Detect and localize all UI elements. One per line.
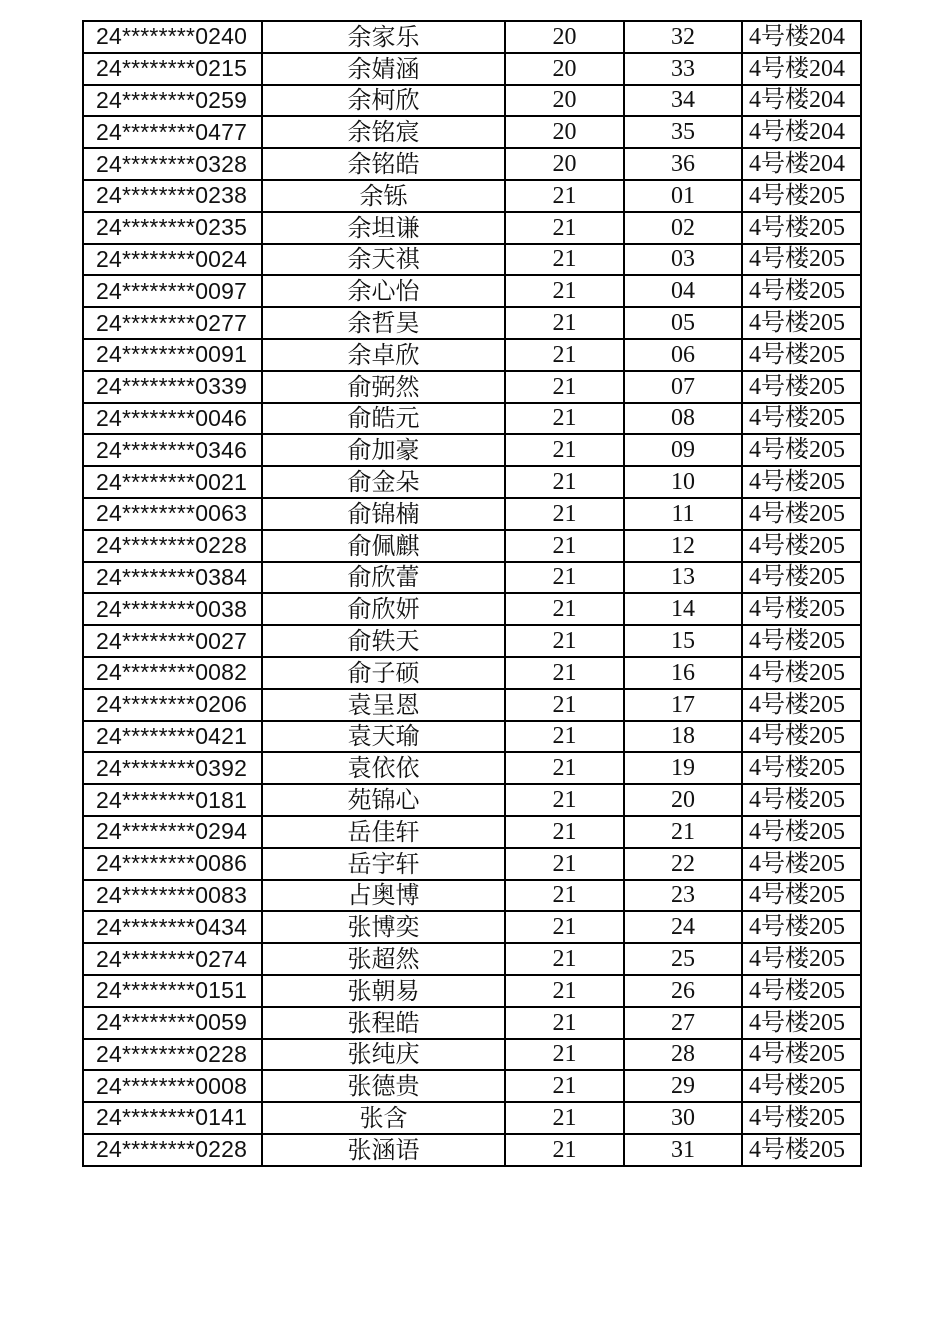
table-row [83,593,861,625]
student-id-cell: 24********0228 [83,530,262,562]
student-id-cell: 24********0421 [83,721,262,753]
student-id-cell: 24********0206 [83,689,262,721]
student-id-cell: 24********0215 [83,53,262,85]
student-id-cell: 24********0346 [83,434,262,466]
student-id-cell: 24********0086 [83,848,262,880]
table-row [83,689,861,721]
exam-room-cell: 21 [505,530,624,562]
student-name-cell: 俞金朵 [262,466,505,498]
table-row [83,752,861,784]
table-row [83,1134,861,1166]
building-room-cell: 4号楼205 [742,180,861,212]
exam-room-cell: 21 [505,816,624,848]
exam-room-cell: 21 [505,498,624,530]
student-id-cell: 24********0277 [83,307,262,339]
table-row [83,21,861,53]
student-id-cell: 24********0151 [83,975,262,1007]
student-name-cell: 余心怡 [262,275,505,307]
exam-room-cell: 21 [505,784,624,816]
seat-number-cell: 19 [624,752,742,784]
student-id-cell: 24********0059 [83,1007,262,1039]
table-row [83,562,861,594]
building-room-cell: 4号楼205 [742,911,861,943]
building-room-cell: 4号楼205 [742,721,861,753]
seat-number-cell: 06 [624,339,742,371]
student-id-cell: 24********0181 [83,784,262,816]
exam-room-cell: 21 [505,371,624,403]
student-name-cell: 余柯欣 [262,85,505,117]
table-row [83,371,861,403]
student-name-cell: 岳佳轩 [262,816,505,848]
seat-number-cell: 36 [624,148,742,180]
exam-room-cell: 21 [505,625,624,657]
student-id-cell: 24********0024 [83,244,262,276]
seat-number-cell: 32 [624,21,742,53]
table-row [83,911,861,943]
student-name-cell: 余铭宸 [262,116,505,148]
student-id-cell: 24********0228 [83,1039,262,1071]
seat-number-cell: 15 [624,625,742,657]
student-id-cell: 24********0240 [83,21,262,53]
seat-number-cell: 03 [624,244,742,276]
student-id-cell: 24********0141 [83,1102,262,1134]
seat-number-cell: 21 [624,816,742,848]
exam-room-cell: 21 [505,1007,624,1039]
table-row [83,466,861,498]
table-row [83,434,861,466]
student-id-cell: 24********0328 [83,148,262,180]
student-name-cell: 余婧涵 [262,53,505,85]
seat-number-cell: 27 [624,1007,742,1039]
table-row [83,1007,861,1039]
student-id-cell: 24********0228 [83,1134,262,1166]
exam-room-cell: 21 [505,1070,624,1102]
exam-room-cell: 21 [505,307,624,339]
seat-number-cell: 22 [624,848,742,880]
student-name-cell: 张含 [262,1102,505,1134]
student-name-cell: 张纯庆 [262,1039,505,1071]
exam-room-cell: 21 [505,434,624,466]
student-name-cell: 张朝易 [262,975,505,1007]
student-name-cell: 张博奕 [262,911,505,943]
seat-number-cell: 12 [624,530,742,562]
table-row [83,275,861,307]
exam-seat-table [82,20,862,1167]
student-name-cell: 余铄 [262,180,505,212]
building-room-cell: 4号楼205 [742,752,861,784]
student-name-cell: 余铭皓 [262,148,505,180]
table-row [83,880,861,912]
building-room-cell: 4号楼205 [742,307,861,339]
student-name-cell: 余天祺 [262,244,505,276]
student-name-cell: 俞皓元 [262,403,505,435]
seat-number-cell: 02 [624,212,742,244]
seat-number-cell: 09 [624,434,742,466]
exam-room-cell: 21 [505,1102,624,1134]
building-room-cell: 4号楼204 [742,21,861,53]
table-row [83,53,861,85]
exam-room-cell: 21 [505,403,624,435]
student-id-cell: 24********0021 [83,466,262,498]
building-room-cell: 4号楼205 [742,848,861,880]
student-name-cell: 张超然 [262,943,505,975]
table-row [83,403,861,435]
exam-room-cell: 20 [505,148,624,180]
exam-room-cell: 21 [505,721,624,753]
building-room-cell: 4号楼205 [742,212,861,244]
building-room-cell: 4号楼205 [742,593,861,625]
building-room-cell: 4号楼205 [742,943,861,975]
student-name-cell: 余哲昊 [262,307,505,339]
table-row [83,339,861,371]
building-room-cell: 4号楼205 [742,689,861,721]
seat-number-cell: 18 [624,721,742,753]
building-room-cell: 4号楼205 [742,466,861,498]
building-room-cell: 4号楼205 [742,657,861,689]
student-name-cell: 张涵语 [262,1134,505,1166]
student-id-cell: 24********0027 [83,625,262,657]
student-id-cell: 24********0339 [83,371,262,403]
building-room-cell: 4号楼205 [742,816,861,848]
seat-number-cell: 16 [624,657,742,689]
building-room-cell: 4号楼204 [742,116,861,148]
student-name-cell: 俞锦楠 [262,498,505,530]
seat-number-cell: 07 [624,371,742,403]
table-row [83,148,861,180]
exam-room-cell: 21 [505,562,624,594]
table-row [83,1102,861,1134]
table-row [83,498,861,530]
student-name-cell: 袁呈恩 [262,689,505,721]
building-room-cell: 4号楼205 [742,1039,861,1071]
building-room-cell: 4号楼205 [742,625,861,657]
table-row [83,625,861,657]
student-name-cell: 苑锦心 [262,784,505,816]
student-name-cell: 俞加豪 [262,434,505,466]
building-room-cell: 4号楼205 [742,244,861,276]
building-room-cell: 4号楼205 [742,1007,861,1039]
student-id-cell: 24********0038 [83,593,262,625]
seat-number-cell: 10 [624,466,742,498]
student-id-cell: 24********0083 [83,880,262,912]
student-name-cell: 袁天瑜 [262,721,505,753]
building-room-cell: 4号楼205 [742,1070,861,1102]
student-id-cell: 24********0259 [83,85,262,117]
seat-number-cell: 29 [624,1070,742,1102]
exam-room-cell: 21 [505,880,624,912]
exam-room-cell: 21 [505,244,624,276]
building-room-cell: 4号楼205 [742,562,861,594]
seat-number-cell: 34 [624,85,742,117]
student-id-cell: 24********0392 [83,752,262,784]
exam-room-cell: 21 [505,657,624,689]
building-room-cell: 4号楼204 [742,53,861,85]
table-row [83,307,861,339]
student-name-cell: 余家乐 [262,21,505,53]
student-name-cell: 俞轶天 [262,625,505,657]
exam-room-cell: 21 [505,1039,624,1071]
seat-number-cell: 35 [624,116,742,148]
seat-number-cell: 33 [624,53,742,85]
seat-number-cell: 28 [624,1039,742,1071]
seat-number-cell: 04 [624,275,742,307]
student-name-cell: 岳宇轩 [262,848,505,880]
table-row [83,1070,861,1102]
exam-room-cell: 21 [505,848,624,880]
student-id-cell: 24********0008 [83,1070,262,1102]
exam-room-cell: 21 [505,466,624,498]
seat-number-cell: 30 [624,1102,742,1134]
table-row [83,784,861,816]
building-room-cell: 4号楼205 [742,880,861,912]
exam-room-cell: 21 [505,689,624,721]
building-room-cell: 4号楼205 [742,403,861,435]
student-id-cell: 24********0063 [83,498,262,530]
seat-number-cell: 08 [624,403,742,435]
table-row [83,657,861,689]
exam-room-cell: 21 [505,180,624,212]
exam-room-cell: 21 [505,339,624,371]
student-name-cell: 俞欣妍 [262,593,505,625]
building-room-cell: 4号楼204 [742,85,861,117]
student-id-cell: 24********0238 [83,180,262,212]
seat-number-cell: 31 [624,1134,742,1166]
student-name-cell: 俞佩麒 [262,530,505,562]
table-row [83,848,861,880]
seat-number-cell: 20 [624,784,742,816]
building-room-cell: 4号楼205 [742,784,861,816]
seat-number-cell: 01 [624,180,742,212]
table-row [83,721,861,753]
student-id-cell: 24********0082 [83,657,262,689]
table-row [83,85,861,117]
exam-room-cell: 21 [505,1134,624,1166]
student-name-cell: 余卓欣 [262,339,505,371]
exam-room-cell: 20 [505,85,624,117]
student-name-cell: 张德贵 [262,1070,505,1102]
building-room-cell: 4号楼205 [742,498,861,530]
exam-room-cell: 21 [505,212,624,244]
student-name-cell: 袁依依 [262,752,505,784]
table-row [83,244,861,276]
student-name-cell: 张程皓 [262,1007,505,1039]
seat-number-cell: 26 [624,975,742,1007]
student-id-cell: 24********0235 [83,212,262,244]
roster-sheet [82,20,860,1167]
table-row [83,1039,861,1071]
student-id-cell: 24********0477 [83,116,262,148]
student-id-cell: 24********0091 [83,339,262,371]
exam-room-cell: 21 [505,911,624,943]
building-room-cell: 4号楼205 [742,1102,861,1134]
building-room-cell: 4号楼205 [742,339,861,371]
building-room-cell: 4号楼205 [742,434,861,466]
exam-room-cell: 21 [505,593,624,625]
student-name-cell: 占奥博 [262,880,505,912]
building-room-cell: 4号楼205 [742,975,861,1007]
exam-room-cell: 21 [505,275,624,307]
student-name-cell: 余坦谦 [262,212,505,244]
table-row [83,530,861,562]
table-row [83,943,861,975]
seat-number-cell: 13 [624,562,742,594]
seat-number-cell: 25 [624,943,742,975]
seat-number-cell: 23 [624,880,742,912]
table-row [83,212,861,244]
exam-room-cell: 20 [505,21,624,53]
building-room-cell: 4号楼205 [742,275,861,307]
seat-number-cell: 05 [624,307,742,339]
student-name-cell: 俞欣蕾 [262,562,505,594]
exam-room-cell: 21 [505,943,624,975]
building-room-cell: 4号楼205 [742,371,861,403]
exam-room-cell: 20 [505,116,624,148]
exam-room-cell: 20 [505,53,624,85]
student-name-cell: 俞弼然 [262,371,505,403]
student-id-cell: 24********0046 [83,403,262,435]
building-room-cell: 4号楼205 [742,1134,861,1166]
exam-room-cell: 21 [505,975,624,1007]
table-row [83,180,861,212]
building-room-cell: 4号楼205 [742,530,861,562]
seat-number-cell: 24 [624,911,742,943]
student-id-cell: 24********0384 [83,562,262,594]
student-id-cell: 24********0434 [83,911,262,943]
table-row [83,975,861,1007]
seat-number-cell: 14 [624,593,742,625]
seat-number-cell: 11 [624,498,742,530]
exam-room-cell: 21 [505,752,624,784]
student-id-cell: 24********0274 [83,943,262,975]
table-body [83,21,861,1166]
seat-number-cell: 17 [624,689,742,721]
table-row [83,116,861,148]
student-name-cell: 俞子硕 [262,657,505,689]
student-id-cell: 24********0294 [83,816,262,848]
student-id-cell: 24********0097 [83,275,262,307]
table-row [83,816,861,848]
building-room-cell: 4号楼204 [742,148,861,180]
